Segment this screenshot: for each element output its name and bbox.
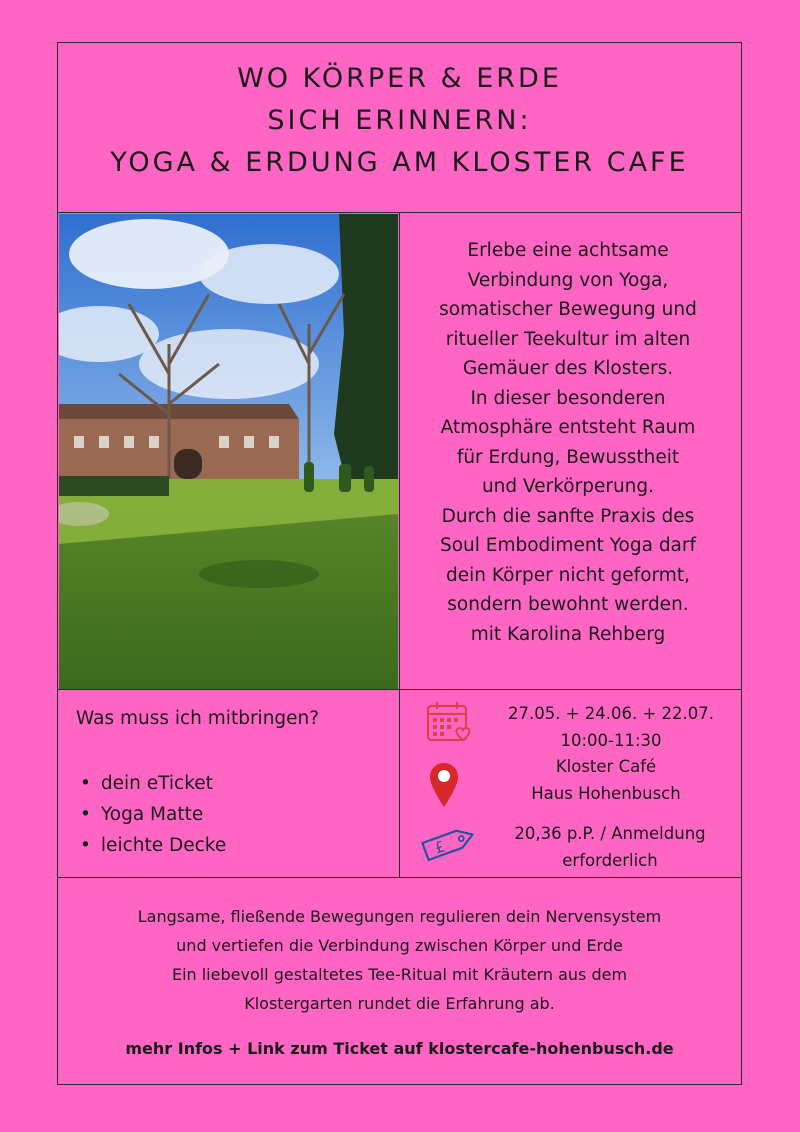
list-item: • dein eTicket	[80, 768, 226, 799]
svg-text:£: £	[432, 837, 448, 858]
intro-text	[404, 236, 732, 649]
intro-line: In dieser besonderen	[470, 387, 666, 409]
intro-line: Gemäuer des Klosters.	[462, 358, 674, 379]
bring-heading: Was muss ich mitbringen?	[76, 708, 320, 729]
intro-line: und Verkörperung.	[481, 476, 655, 497]
event-dates: 27.05. + 24.06. + 22.07.	[507, 704, 715, 723]
intro-line: Soul Embodiment Yoga darf	[439, 535, 697, 556]
title-line: YOGA & ERDUNG AM KLOSTER CAFE	[110, 147, 689, 178]
map-pin-icon	[428, 761, 460, 813]
bring-list	[80, 768, 226, 861]
intro-line: Durch die sanfte Praxis des	[441, 505, 695, 527]
description-line: Ein liebevoll gestaltetes Tee-Ritual mit Kräutern aus dem	[171, 965, 628, 984]
list-item: • leichte Decke	[80, 830, 226, 861]
poster-title	[57, 58, 742, 184]
calendar-heart-icon	[425, 700, 475, 748]
intro-line: Erlebe eine achtsame	[467, 240, 669, 261]
event-time: 10:00-11:30	[560, 731, 662, 750]
title-line: SICH ERINNERN:	[267, 105, 532, 136]
description-line: Langsame, fließende Bewegungen regulieren dein Nervensystem	[137, 907, 662, 926]
monastery-garden-photo	[59, 214, 398, 689]
intro-line: mit Karolina Rehberg	[470, 623, 666, 645]
intro-line: sondern bewohnt werden.	[447, 594, 689, 615]
ticket-info-link[interactable]: mehr Infos + Link zum Ticket auf klostercafe-hohenbusch.de	[125, 1039, 674, 1058]
description-line: Klostergarten rundet die Erfahrung ab.	[244, 994, 555, 1013]
location-line-1: Kloster Café	[555, 757, 657, 776]
price-line-1: 20,36 p.P. / Anmeldung	[514, 824, 706, 843]
divider-bottom	[57, 877, 742, 878]
divider-photo-text	[399, 212, 400, 878]
description-line: und vertiefen die Verbindung zwischen Körper und Erde	[176, 936, 623, 955]
intro-line: dein Körper nicht geformt,	[446, 564, 690, 586]
title-line: WO KÖRPER & ERDE	[237, 63, 562, 94]
intro-line: Atmosphäre entsteht Raum	[440, 417, 696, 438]
price-line-2: erforderlich	[562, 851, 658, 870]
divider-middle	[57, 689, 742, 690]
intro-line: ritueller Teekultur im alten	[445, 328, 691, 350]
intro-line: Verbindung von Yoga,	[467, 269, 669, 291]
intro-line: für Erdung, Bewusstheit	[456, 446, 680, 468]
description-text	[57, 902, 742, 1018]
list-item: • Yoga Matte	[80, 799, 226, 830]
price-tag-icon	[418, 822, 480, 868]
intro-line: somatischer Bewegung und	[439, 299, 697, 320]
location-line-2: Haus Hohenbusch	[531, 784, 681, 803]
